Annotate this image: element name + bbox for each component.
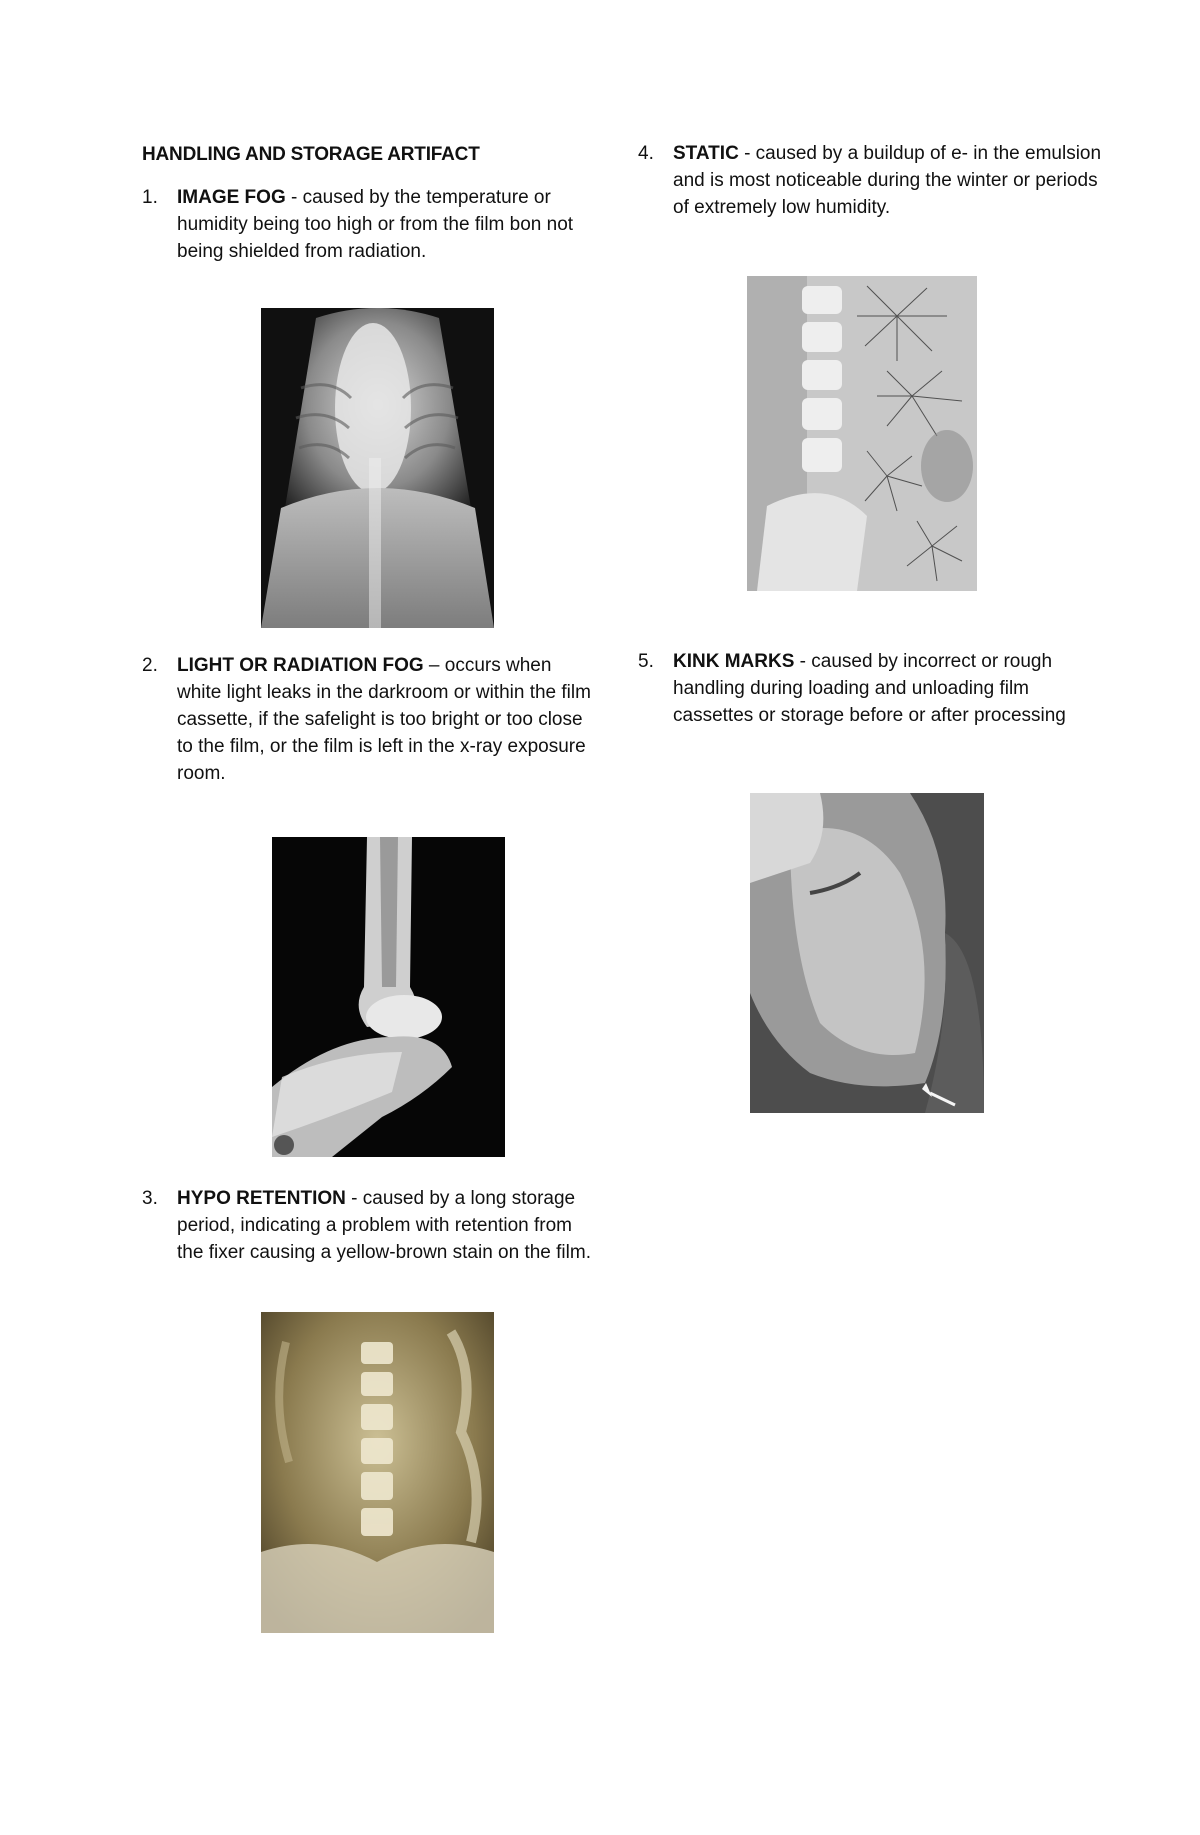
item-description: - caused by incorrect or rough handling during loading and unloading film cassettes or storage before or after processing xyxy=(673,651,1066,726)
item-term: IMAGE FOG xyxy=(177,187,286,208)
item-number: 1. xyxy=(142,187,158,208)
item-description: - caused by the temperature or humidity being too high or from the film bon not being shielded from radiation. xyxy=(177,187,574,262)
list-item-3 xyxy=(142,1185,597,1266)
page-heading: HANDLING AND STORAGE ARTIFACT xyxy=(142,144,480,165)
item-description: – occurs when white light leaks in the darkroom or within the film cassette, if the safelight is too bright or too close to the film, or the film is left in the x-ray exposure room. xyxy=(177,655,591,784)
item-description: - caused by a long storage period, indicating a problem with retention from the fixer causing a yellow-brown stain on the film. xyxy=(177,1188,591,1263)
item-term: HYPO RETENTION xyxy=(177,1188,346,1209)
item-description: - caused by a buildup of e- in the emulsion and is most noticeable during the winter or periods of extremely low humidity. xyxy=(673,143,1102,218)
item-number: 4. xyxy=(638,143,654,164)
left-column xyxy=(142,140,582,265)
item-number: 5. xyxy=(638,651,654,672)
static-artifact-radiograph-image xyxy=(747,276,977,591)
list-item-4 xyxy=(638,140,1103,221)
item-number: 2. xyxy=(142,655,158,676)
item-term: STATIC xyxy=(673,143,739,164)
list-item-2 xyxy=(142,652,597,787)
list-item-5 xyxy=(638,648,1073,729)
abdomen-stained-radiograph-image xyxy=(261,1312,494,1633)
item-number: 3. xyxy=(142,1188,158,1209)
item-term: LIGHT OR RADIATION FOG xyxy=(177,655,424,676)
chest-radiograph-image xyxy=(261,308,494,628)
item-term: KINK MARKS xyxy=(673,651,795,672)
heel-radiograph-image xyxy=(750,793,984,1113)
list-item-1 xyxy=(142,184,577,265)
ankle-radiograph-image xyxy=(272,837,505,1157)
